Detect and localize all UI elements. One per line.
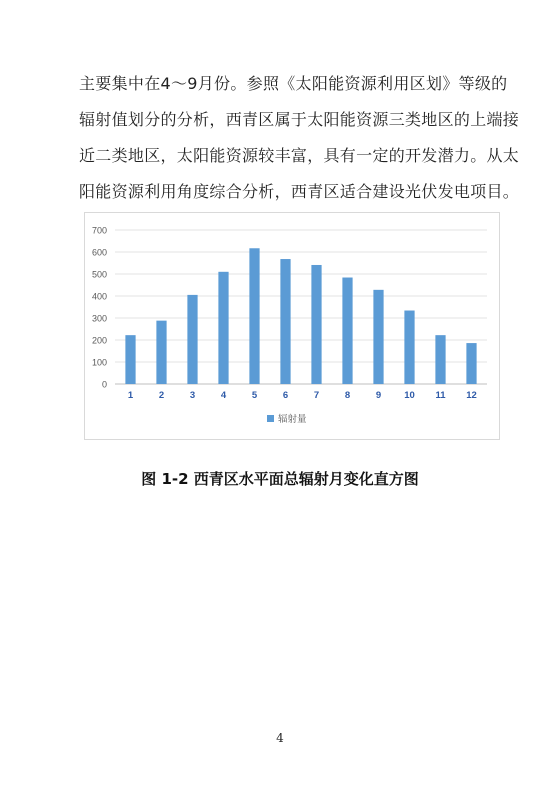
bar xyxy=(125,335,135,384)
x-tick-label: 2 xyxy=(158,390,165,401)
x-tick-label: 7 xyxy=(313,390,320,401)
x-tick-label: 3 xyxy=(189,390,196,401)
bar xyxy=(404,311,414,384)
bar xyxy=(311,265,321,384)
y-tick-label: 0 xyxy=(101,379,107,390)
bar xyxy=(466,343,476,384)
paragraph-line: 辐射值划分的分析，西青区属于太阳能资源三类地区的上端接 xyxy=(79,110,520,129)
bar xyxy=(187,295,197,384)
paragraph-line: 阳能资源利用角度综合分析，西青区适合建设光伏发电项目。 xyxy=(79,182,520,201)
y-tick-label: 700 xyxy=(91,225,107,236)
y-tick-label: 100 xyxy=(91,357,107,368)
paragraph-line: 近二类地区，太阳能资源较丰富，具有一定的开发潜力。从太 xyxy=(79,146,520,165)
x-tick-label: 6 xyxy=(282,390,289,401)
x-tick-label: 1 xyxy=(127,390,134,401)
bar xyxy=(342,278,352,384)
bar-chart xyxy=(85,213,499,439)
x-tick-label: 9 xyxy=(375,390,382,401)
x-tick-label: 8 xyxy=(344,390,351,401)
x-tick-label: 5 xyxy=(251,390,258,401)
x-tick-label: 11 xyxy=(435,390,446,401)
y-tick-label: 500 xyxy=(91,269,107,280)
chart-container xyxy=(84,212,500,440)
page-number: 4 xyxy=(276,731,284,745)
x-tick-label: 4 xyxy=(220,390,227,401)
bar xyxy=(218,272,228,384)
legend-label: 辐射量 xyxy=(278,414,307,425)
paragraph-line: 主要集中在4～9月份。参照《太阳能资源利用区划》等级的 xyxy=(79,74,508,93)
bar xyxy=(435,335,445,384)
bar xyxy=(156,321,166,384)
y-tick-label: 600 xyxy=(91,247,107,258)
body-paragraph xyxy=(79,66,520,210)
y-tick-label: 300 xyxy=(91,313,107,324)
y-tick-label: 400 xyxy=(91,291,107,302)
legend-swatch xyxy=(267,415,274,422)
bar xyxy=(280,259,290,384)
bar xyxy=(249,248,259,384)
figure-caption: 图 1-2 西青区水平面总辐射月变化直方图 xyxy=(141,470,419,488)
x-tick-label: 10 xyxy=(404,390,415,401)
bar xyxy=(373,290,383,384)
y-tick-label: 200 xyxy=(91,335,107,346)
x-tick-label: 12 xyxy=(466,390,477,401)
